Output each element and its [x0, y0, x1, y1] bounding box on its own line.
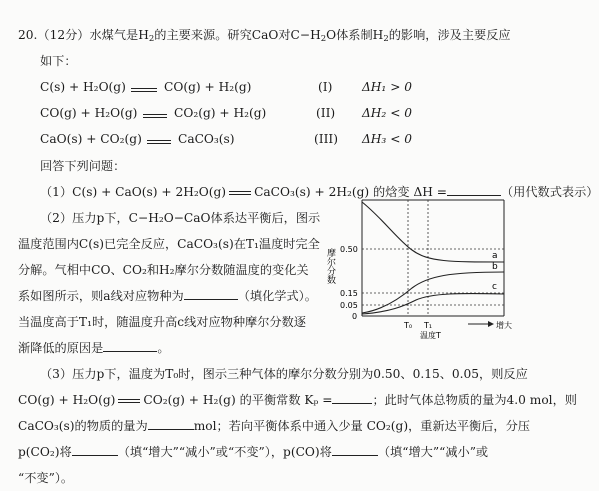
part-3-line-2: CO(g) + H₂O(g) CO₂(g) + H₂(g) 的平衡常数 Kₚ = ；此时气体总物质的量为4.0 mol，则 [18, 393, 577, 407]
part-3-line-5: “不变”）。 [18, 471, 74, 485]
reaction-1-number: (I) [318, 80, 333, 94]
reaction-3-number: (III) [314, 132, 338, 146]
x-tick-t1: T₁ [424, 321, 433, 330]
reaction-1-arrow [128, 82, 160, 96]
part-2-line-2: 温度范围内C(s)已完全反应，CaCO₃(s)在T₁温度时完全 [18, 237, 320, 251]
part-2-line-4: 系如图所示，则a线对应物种为 （填化学式）。 [18, 289, 317, 303]
graph-ylabel: 摩尔分数 [325, 248, 335, 284]
curve-c-label: c [492, 282, 497, 292]
reaction-2-left: CO(g) + H₂O(g) [40, 106, 138, 120]
question-header-cont: 如下： [40, 54, 77, 68]
part-2-line-6: 渐降低的原因是 。 [18, 341, 170, 355]
curve-b-label: b [492, 262, 498, 272]
reaction-3-enthalpy: ΔH₃ < 0 [362, 132, 413, 146]
answer-blank-dh[interactable] [447, 183, 501, 196]
part-2-line-5: 当温度高于T₁时，随温度升高c线对应物种摩尔分数逐 [18, 315, 306, 329]
answer-blank-kp[interactable] [332, 391, 372, 404]
question-header: 20.（12分）水煤气是$H_2$的主要来源。研究CaO对$C-H_2O$体系制$H_2$的影响，涉及主要反应 [18, 28, 511, 44]
curve-a [362, 202, 504, 262]
curve-b [362, 272, 504, 313]
x-arrow-label: 增大 [496, 321, 512, 330]
reaction-1-enthalpy: ΔH₁ > 0 [362, 80, 413, 94]
answer-blank-reason[interactable] [103, 339, 157, 352]
x-arrow-head [488, 321, 494, 327]
reaction-3-left: CaO(s) + CO₂(g) [40, 132, 142, 146]
answer-blank-pco2[interactable] [72, 443, 118, 456]
reaction-1-left: C(s) + H₂O(g) [40, 80, 126, 94]
curve-a-label: a [492, 251, 498, 261]
graph-xlabel: 温度T [420, 331, 441, 340]
part-2-line-3: 分解。气相中CO、CO₂和H₂摩尔分数随温度的变化关 [18, 263, 309, 277]
part-3-line-3: CaCO₃(s)的物质的量为 mol；若向平衡体系中通入少量 CO₂(g)，重新达平衡后，分压 [18, 419, 530, 433]
curve-c [362, 294, 504, 314]
reaction-2-right: CO₂(g) + H₂(g) [174, 106, 267, 120]
reaction-3-arrow [144, 134, 174, 148]
reaction-2-enthalpy: ΔH₂ < 0 [362, 106, 413, 120]
reaction-1-right: CO(g) + H₂(g) [164, 80, 252, 94]
answer-intro: 回答下列问题： [40, 159, 126, 173]
reaction-2-number: (II) [316, 106, 336, 120]
part-3-line-1: （3）压力p下，温度为T₀时，图示三种气体的摩尔分数分别为0.50、0.15、0.05，则反应 [40, 367, 528, 381]
y-tick-005: 0.05 [340, 301, 358, 310]
y-tick-015: 0.15 [340, 289, 358, 298]
part-2-line-1: （2）压力p下，C−H₂O−CaO体系达平衡后，图示 [40, 211, 321, 225]
answer-blank-pco[interactable] [332, 443, 378, 456]
reaction-2-arrow [140, 108, 170, 122]
answer-blank-caco3[interactable] [148, 417, 194, 430]
x-tick-t0: T₀ [404, 321, 413, 330]
y-tick-050: 0.50 [340, 245, 358, 254]
part-3-line-4: p(CO₂)将 （填“增大”“减小”或“不变”），p(CO)将 （填“增大”“减小”或 [18, 445, 489, 459]
reaction-3-right: CaCO₃(s) [178, 132, 235, 146]
answer-blank-species-a[interactable] [184, 287, 238, 300]
part-1: （1）C(s) + CaO(s) + 2H₂O(g) CaCO₃(s) + 2H₂(g) 的焓变 ΔH = （用代数式表示） [40, 185, 599, 199]
mole-fraction-graph [320, 198, 520, 338]
y-tick-0: 0 [352, 312, 358, 321]
